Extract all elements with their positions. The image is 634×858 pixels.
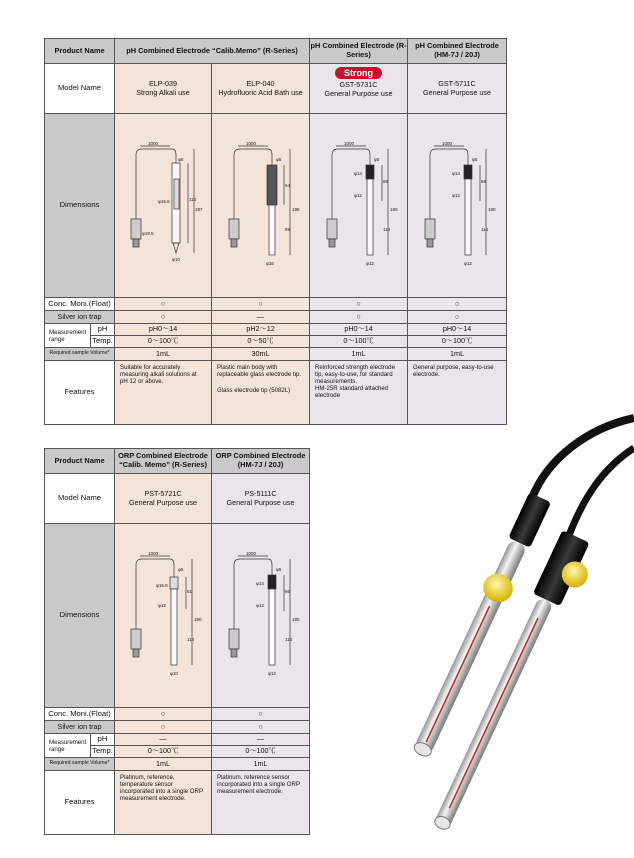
model-use: General Purpose use (129, 497, 197, 507)
silver-ion-label: Silver ion trap (45, 721, 115, 734)
len-b: 114 (382, 226, 390, 232)
len-b: 59 (284, 226, 290, 232)
model-id: ELP-039 (149, 79, 177, 89)
ph-value: pH0〜14 (310, 324, 408, 336)
conc-value: ○ (212, 298, 310, 311)
shaft-diameter: φ12 (158, 602, 166, 608)
temp-value: 0〜100℃ (408, 336, 507, 348)
dimension-drawing-cell (115, 524, 212, 708)
features-label: Features (45, 361, 115, 425)
tip-diameter: φ5 (373, 156, 379, 162)
measurement-range-label: Measurement range (45, 734, 91, 758)
ph-value: pH2〜12 (212, 324, 310, 336)
features-note: HM-25R standard attached electrode (315, 385, 389, 399)
len-c: 180 (389, 206, 398, 212)
model-cell (115, 474, 212, 524)
tip-diameter: φ5 (275, 566, 281, 572)
cable-length: 1000 (148, 550, 159, 556)
len-b: 114 (481, 226, 489, 232)
conc-moni-label: Conc. Moni.(Float) (45, 298, 115, 311)
silver-value: ○ (212, 721, 310, 734)
model-cell (115, 64, 212, 114)
dimension-drawing-cell (115, 114, 212, 298)
len-c: 190 (194, 616, 202, 622)
conc-value: ○ (115, 708, 212, 721)
silver-value: ○ (310, 311, 408, 324)
shaft-diameter: φ12 (452, 192, 460, 198)
silver-value: — (212, 311, 310, 324)
elp-040-dimension-drawing (216, 141, 306, 271)
ph-label: pH (91, 734, 115, 746)
gst-5731c-dimension-drawing (314, 141, 404, 271)
len-c: 186 (291, 206, 300, 212)
temp-label: Temp. (91, 746, 115, 758)
features-text: Suitable for accurately measuring alkali solutions at pH 12 or above. (120, 364, 197, 385)
ph-value: pH0〜14 (115, 324, 212, 336)
temp-value: 0〜100℃ (212, 746, 310, 758)
product-name-label: Product Name (45, 449, 115, 474)
model-id: ELP-040 (246, 79, 275, 89)
ph-electrode-spec-table (44, 38, 507, 425)
electrode-product-photo (318, 388, 634, 858)
body-diameter: φ14 (255, 580, 264, 586)
temp-label: Temp. (91, 336, 115, 348)
features-label: Features (45, 771, 115, 835)
features-text: Platinum, reference, temperature sensor incorporated into a single ORP measurement electrode. (115, 771, 212, 835)
body-diameter: φ15.8 (156, 582, 168, 588)
features-cell (115, 361, 212, 425)
cable-length: 1000 (442, 140, 453, 146)
silver-ion-label: Silver ion trap (45, 311, 115, 324)
temp-value: 0〜100℃ (115, 746, 212, 758)
conc-value: ○ (310, 298, 408, 311)
len-a: 66 (284, 588, 290, 594)
product-orp-hm7j: ORP Combined Electrode (HM-7J / 20J) (212, 449, 310, 474)
body-diameter: φ14 (452, 170, 460, 176)
dimension-drawing-cell (310, 114, 408, 298)
volume-value: 1mL (310, 348, 408, 361)
tip-diameter: φ5 (275, 156, 281, 162)
elp-039-dimension-drawing (118, 141, 208, 271)
product-name-label: Product Name (45, 39, 115, 64)
model-use: General Purpose use (226, 497, 295, 507)
dimension-drawing-cell (408, 114, 507, 298)
pst-5721c-dimension-drawing (118, 551, 208, 681)
cable-length: 1000 (148, 140, 159, 146)
sample-volume-label: Required sample Volume* (45, 348, 115, 361)
len-b: 187 (195, 206, 203, 212)
model-cell (212, 474, 310, 524)
model-id: PST-5721C (144, 489, 182, 499)
model-id: PS-5111C (244, 489, 277, 499)
tip-end: φ12 (464, 260, 472, 266)
measurement-range-label: Measurement range (45, 324, 91, 348)
dimensions-label: Dimensions (45, 524, 115, 708)
model-cell (310, 64, 408, 114)
product-r-series: pH Combined Electrode (R-Series) (310, 39, 408, 64)
silver-value: ○ (115, 721, 212, 734)
ph-label: pH (91, 324, 115, 336)
product-orp-calib: ORP Combined Electrode “Calib. Memo” (R-Series) (115, 449, 212, 474)
volume-value: 1mL (115, 758, 212, 771)
features-text: Reinforced strength electrode tip, easy-to-use, for standard measurements. (315, 364, 395, 385)
model-name-label: Model Name (45, 474, 115, 524)
gst-5711c-dimension-drawing (412, 141, 502, 271)
model-name-label: Model Name (45, 64, 115, 114)
ph-value: — (212, 734, 310, 746)
cable-length: 1000 (343, 140, 354, 146)
len-c: 180 (291, 616, 300, 622)
product-calib-memo: pH Combined Electrode “Calib.Memo” (R-Series) (115, 39, 310, 64)
len-c: 180 (488, 206, 496, 212)
features-text: Platinum, reference sensor incorporated into a single ORP measurement electrode. (212, 771, 310, 835)
len-a: 114 (189, 196, 197, 202)
temp-value: 0〜100℃ (310, 336, 408, 348)
product-hm7j: pH Combined Electrode (HM-7J / 20J) (408, 39, 507, 64)
volume-value: 1mL (408, 348, 507, 361)
shaft-diameter: φ12 (353, 192, 362, 198)
body-diameter: φ15.8 (158, 198, 170, 204)
tip-diameter: φ5 (472, 156, 478, 162)
conc-value: ○ (212, 708, 310, 721)
shaft-diameter: φ12 (255, 602, 264, 608)
model-cell (408, 64, 507, 114)
volume-value: 30mL (212, 348, 310, 361)
model-use: Strong Alkali use (136, 87, 190, 97)
volume-value: 1mL (115, 348, 212, 361)
tip-end: φ12 (267, 670, 276, 676)
cable-length: 1000 (245, 550, 256, 556)
model-use: General Purpose use (324, 88, 393, 98)
model-use: General Purpose use (423, 87, 491, 97)
features-text: General purpose, easy-to-use electrode. (413, 364, 494, 378)
model-cell (212, 64, 310, 114)
len-a: 66 (481, 178, 487, 184)
features-cell (212, 361, 310, 425)
dimensions-label: Dimensions (45, 114, 115, 298)
dimension-drawing-cell (212, 114, 310, 298)
silver-value: ○ (115, 311, 212, 324)
len-a: 61 (187, 588, 193, 594)
orp-electrode-spec-table (44, 448, 310, 835)
ps-5111c-dimension-drawing (216, 551, 306, 681)
len-b: 114 (284, 636, 292, 642)
tip-end: φ16 (265, 260, 274, 266)
ph-value: — (115, 734, 212, 746)
body-diameter: φ14 (353, 170, 362, 176)
len-a: 66 (382, 178, 388, 184)
sample-volume-label: Required sample Volume* (45, 758, 115, 771)
tip-end: φ10 (172, 256, 180, 262)
conc-moni-label: Conc. Moni.(Float) (45, 708, 115, 721)
silver-value: ○ (408, 311, 507, 324)
conc-value: ○ (408, 298, 507, 311)
model-id: GST-5711C (438, 79, 476, 89)
ph-value: pH0〜14 (408, 324, 507, 336)
model-use: Hydrofluoric Acid Bath use (218, 87, 303, 97)
tip-diameter: φ5 (178, 156, 184, 162)
temp-value: 0〜50℃ (212, 336, 310, 348)
features-note: Glass electrode tip (5082L) (217, 387, 291, 394)
features-text: Plastic main body with replaceable glass electrode tip. (217, 364, 302, 378)
tip-end: φ12 (365, 260, 374, 266)
model-id: GST-5731C (339, 80, 378, 90)
cap-diameter: φ19.5 (142, 230, 154, 236)
tip-diameter: φ5 (178, 566, 184, 572)
dimension-drawing-cell (212, 524, 310, 708)
len-a: 64 (284, 182, 290, 188)
volume-value: 1mL (212, 758, 310, 771)
tip-end: φ10 (170, 670, 178, 676)
len-b: 114 (187, 636, 195, 642)
cable-length: 1000 (245, 140, 256, 146)
strong-badge: Strong (335, 67, 382, 79)
conc-value: ○ (115, 298, 212, 311)
temp-value: 0〜100℃ (115, 336, 212, 348)
